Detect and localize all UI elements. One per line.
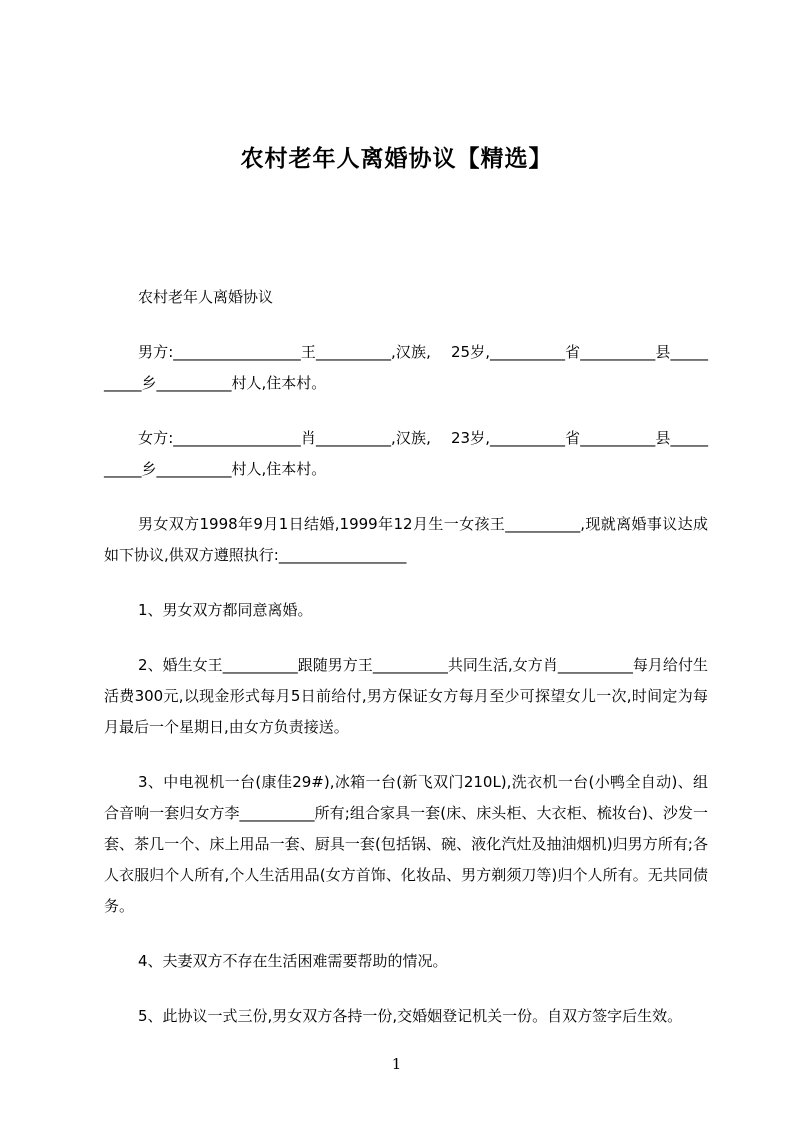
marriage-background-paragraph: 男女双方1998年9月1日结婚,1999年12月生一女孩王__________,现就离婚事议达成如下协议,供双方遵照执行:_________________: [104, 515, 708, 564]
document-title: 农村老年人离婚协议【精选】: [240, 146, 553, 172]
clause-4: 4、夫妻双方不存在生活困难需要帮助的情况。: [138, 952, 448, 970]
document-body: [104, 282, 708, 1056]
page-number: 1: [391, 1055, 402, 1073]
agreement-heading: 农村老年人离婚协议: [138, 288, 274, 306]
clause-2: 2、婚生女王__________跟随男方王__________共同生活,女方肖__________每月给付生活费300元,以现金形式每月5日前给付,男方保证女方每月至少可探望女儿一次,时间定为每月最后一个星期日,由女方负责接送。: [104, 656, 708, 736]
clause-5: 5、此协议一式三份,男女双方各持一份,交婚姻登记机关一份。自双方签字后生效。: [138, 1007, 683, 1025]
clause-1: 1、男女双方都同意离婚。: [138, 601, 313, 619]
clause-3: 3、中电视机一台(康佳29#),冰箱一台(新飞双门210L),洗衣机一台(小鸭全自动)、组合音响一套归女方李__________所有;组合家具一套(床、床头柜、大衣柜、梳妆台)、沙发一套、茶几一个、床上用品一套、厨具一套(包括锅、碗、液化汽灶及抽油烟机)归男方所有;各人衣服归个人所有,个人生活用品(女方首饰、化妆品、男方剃须刀等)归个人所有。无共同债务。: [104, 773, 708, 915]
wife-info-paragraph: 女方:_________________肖__________,汉族, 23岁,__________省__________县__________乡__________村人,住本村。: [104, 429, 708, 478]
husband-info-paragraph: 男方:_________________王__________,汉族, 25岁,__________省__________县__________乡__________村人,住本村。: [104, 343, 708, 392]
